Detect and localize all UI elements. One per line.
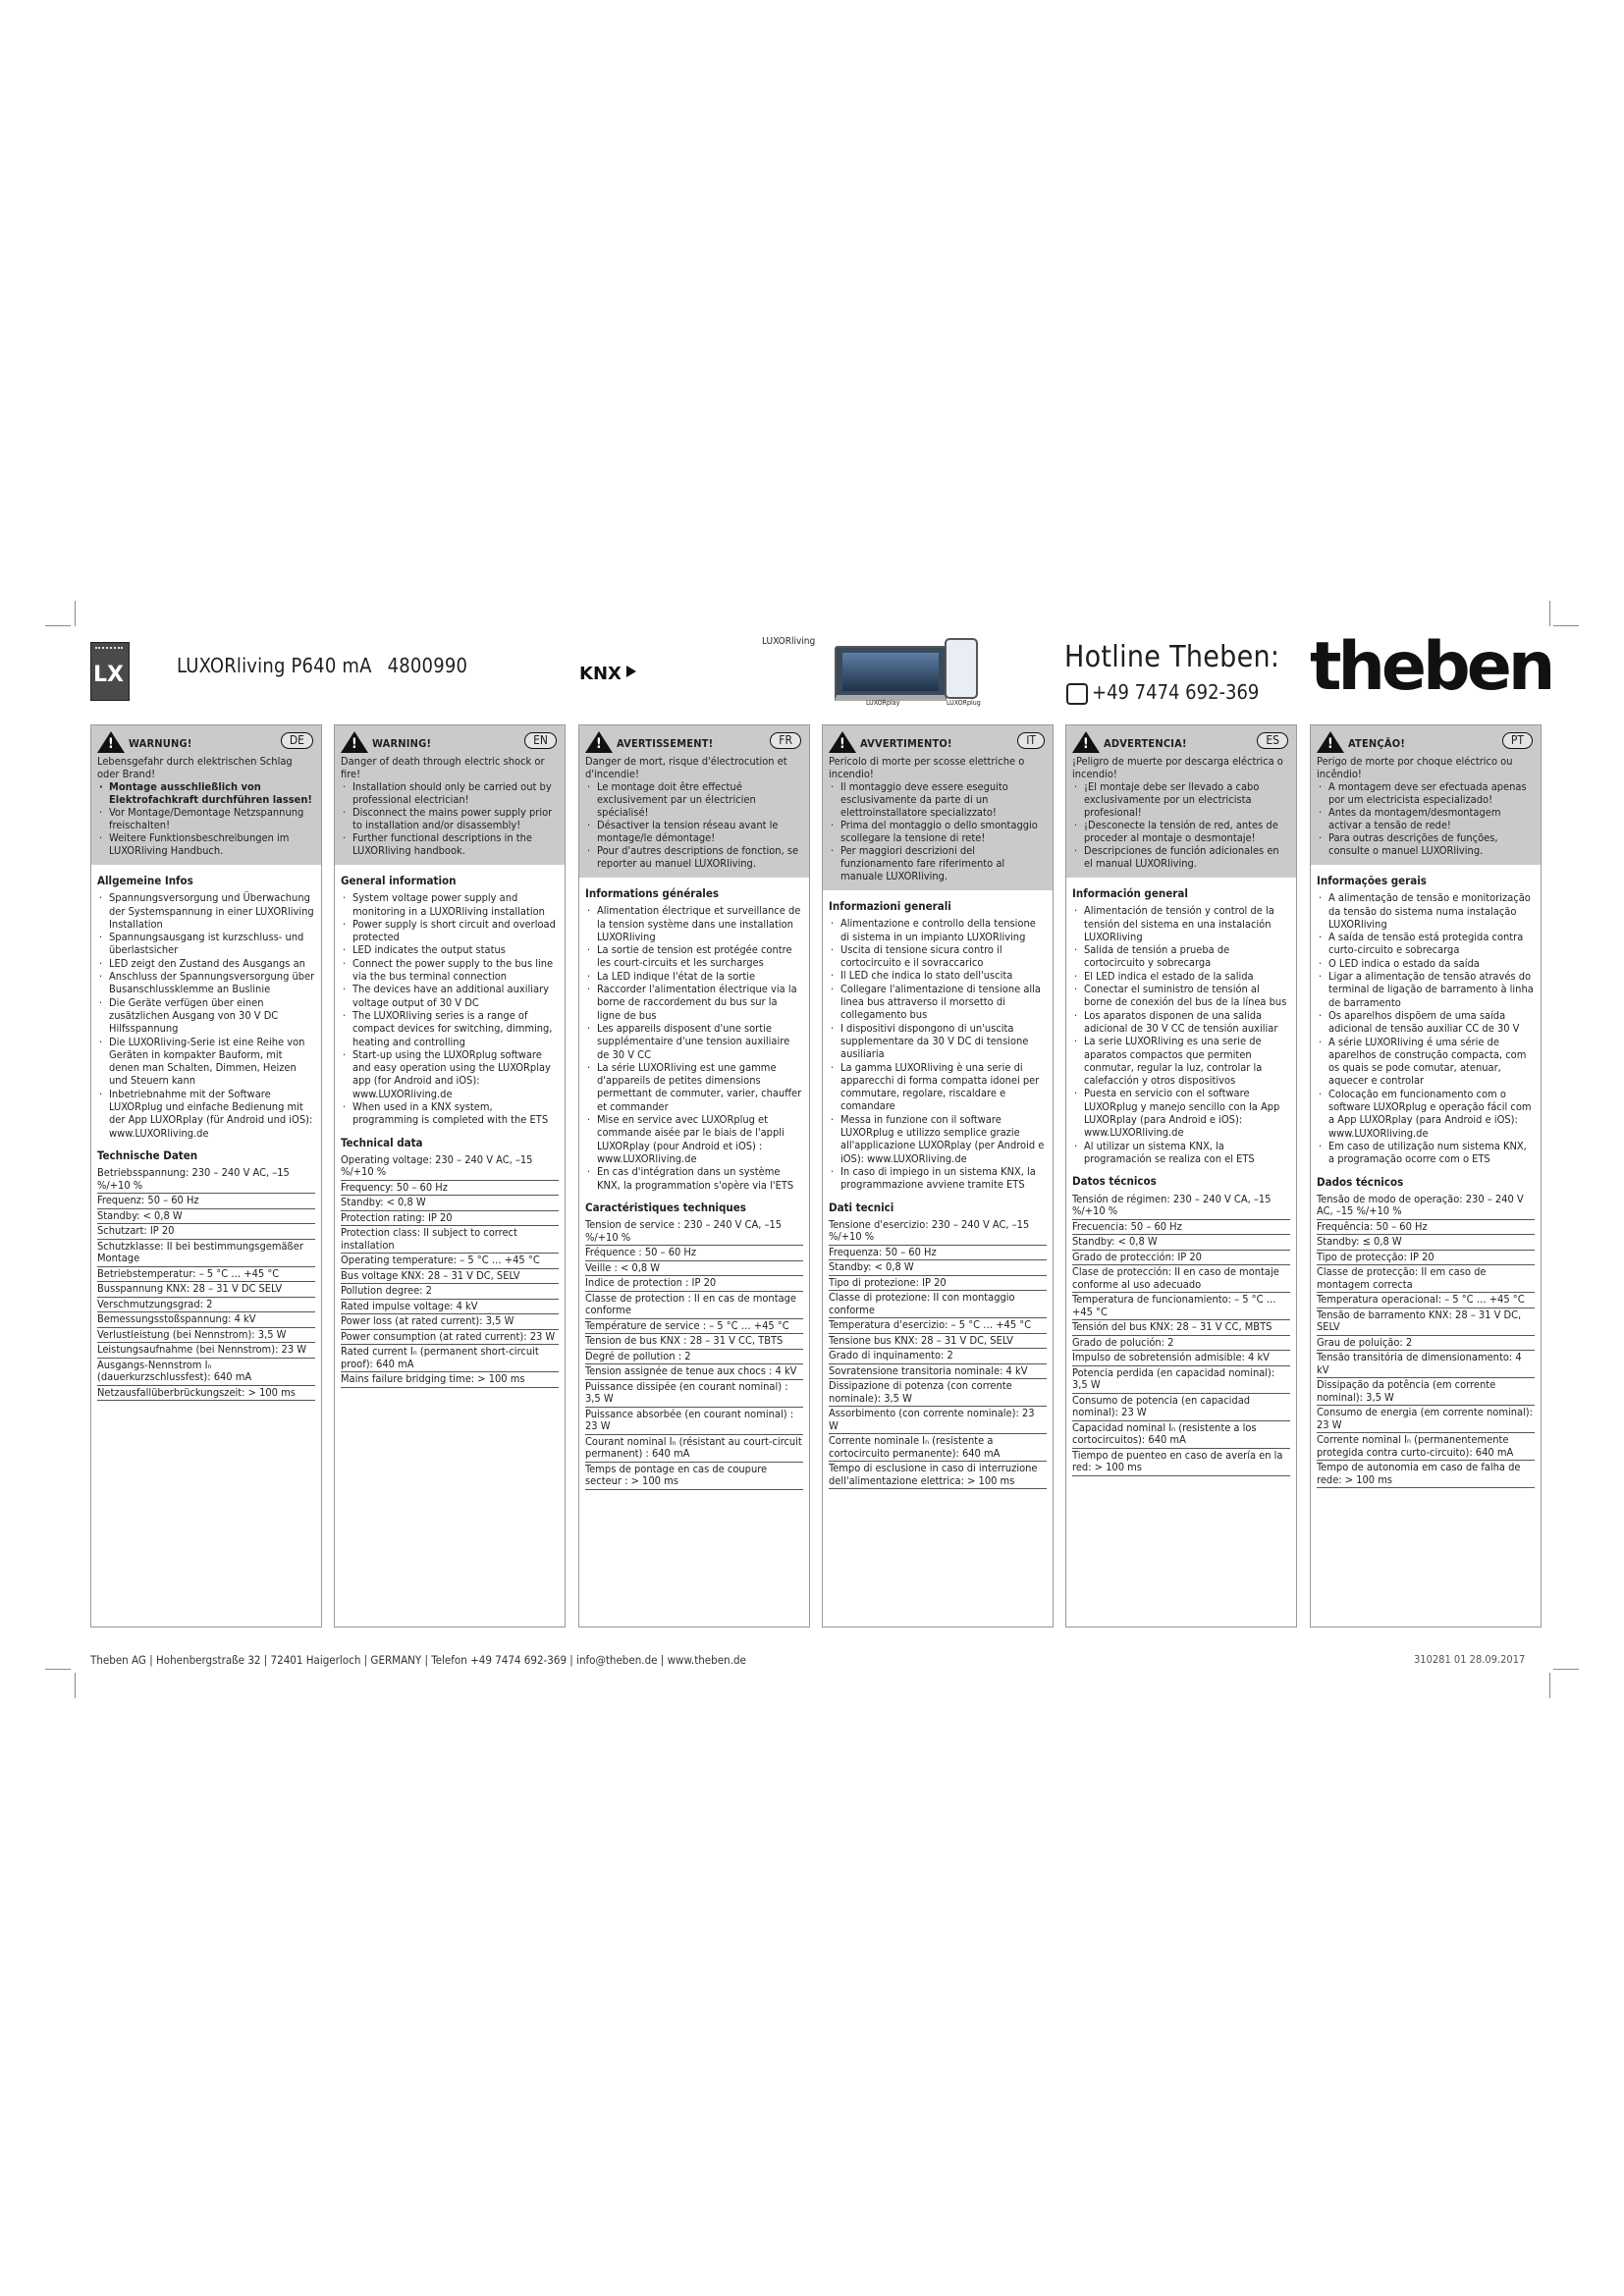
tech-data-row: Temperatura de funcionamiento: – 5 °C … +45 °C [1072, 1293, 1290, 1320]
tech-data-row: Netzausfallüberbrückungszeit: > 100 ms [97, 1386, 315, 1402]
info-item: · The LUXORliving series is a range of compact devices for switching, dimming, heating and controlling [341, 1009, 559, 1048]
language-badge: FR [770, 732, 801, 749]
tech-data-row: Temperatura d'esercizio: – 5 °C … +45 °C [829, 1318, 1047, 1334]
warning-text: Lebensgefahr durch elektrischen Schlag oder Brand! [97, 755, 293, 780]
tech-data-row: Capacidad nominal Iₙ (resistente a los cortocircuitos): 640 mA [1072, 1421, 1290, 1449]
info-item: · Uscita di tensione sicura contro il cortocircuito e il sovraccarico [829, 943, 1047, 970]
tech-data-row: Tipo de protecção: IP 20 [1317, 1251, 1535, 1266]
warning-item: · Désactiver la tension réseau avant le montage/le démontage! [585, 819, 803, 844]
tech-data-row: Fréquence : 50 – 60 Hz [585, 1246, 803, 1261]
warning-box [1066, 725, 1296, 878]
warning-item: · Weitere Funktionsbeschreibungen im LUXORliving Handbuch. [97, 831, 315, 857]
info-item: · La LED indique l'état de la sortie [585, 970, 803, 983]
warning-box [1311, 725, 1541, 865]
hotline-title: Hotline Theben: [1064, 640, 1280, 674]
tech-data-row: Rated current Iₙ (permanent short-circuit proof): 640 mA [341, 1345, 559, 1372]
knx-logo [577, 658, 640, 685]
info-item: · Colocação em funcionamento com o software LUXORplug e operação fácil com a App LUXORplay (para Android e iOS): www.LUXORliving.de [1317, 1088, 1535, 1140]
tech-data-row: Corrente nominal Iₙ (permanentemente protegida contra curto-circuito): 640 mA [1317, 1433, 1535, 1461]
warning-item: · ¡El montaje debe ser llevado a cabo exclusivamente por un electricista profesional! [1072, 780, 1290, 819]
info-item: · La serie LUXORliving es una serie de aparatos compactos que permiten conmutar, regular la luz, controlar la calefacción y otros dispositivos [1072, 1035, 1290, 1087]
tech-data-row: Standby: ≤ 0,8 W [1317, 1235, 1535, 1251]
warning-box [91, 725, 321, 865]
tech-data-row: Ausgangs-Nennstrom Iₙ (dauerkurzschlussfest): 640 mA [97, 1359, 315, 1386]
tech-data-row: Clase de protección: II en caso de montaje conforme al uso adecuado [1072, 1265, 1290, 1293]
device-label: LX [93, 663, 124, 687]
warning-item: · Installation should only be carried out by professional electrician! [341, 780, 559, 806]
warning-title: WARNUNG! [129, 737, 192, 750]
info-item: · A alimentação de tensão e monitorização da tensão do sistema numa instalação LUXORliving [1317, 891, 1535, 931]
info-item: · La sortie de tension est protégée contre les court-circuits et les surcharges [585, 943, 803, 970]
warning-triangle-icon [585, 731, 613, 753]
general-info-title: Allgemeine Infos [97, 874, 193, 887]
warning-title: AVVERTIMENTO! [860, 737, 952, 750]
warning-item: · Descripciones de función adicionales en el manual LUXORliving. [1072, 844, 1290, 870]
general-info-title: Informações gerais [1317, 874, 1427, 887]
language-column-de [90, 724, 322, 1628]
tech-data-row: Classe de protecção: II em caso de montagem correcta [1317, 1265, 1535, 1293]
info-item: · Os aparelhos dispõem de uma saída adicional de tensão auxiliar CC de 30 V [1317, 1009, 1535, 1036]
tech-data-title: Technical data [341, 1135, 423, 1149]
tech-data-row: Tension de service : 230 – 240 V CA, –15 %/+10 % [585, 1218, 803, 1246]
info-item: · Puesta en servicio con el software LUXORplug y manejo sencillo con la App LUXORplay (para Android e iOS): www.LUXORliving.de [1072, 1087, 1290, 1139]
warning-item: · Pour d'autres descriptions de fonction, se reporter au manuel LUXORliving. [585, 844, 803, 870]
language-column-it [822, 724, 1054, 1628]
warning-box [335, 725, 565, 865]
tech-data-row: Impulso de sobretensión admisible: 4 kV [1072, 1351, 1290, 1366]
tech-data-row: Grado de protección: IP 20 [1072, 1251, 1290, 1266]
tech-data-row: Dissipazione di potenza (con corrente nominale): 3,5 W [829, 1379, 1047, 1407]
info-item: · Alimentazione e controllo della tensione di sistema in un impianto LUXORliving [829, 917, 1047, 943]
warning-box [579, 725, 809, 878]
warning-text: ¡Peligro de muerte por descarga eléctrica o incendio! [1072, 755, 1283, 780]
tech-data-row: Protection class: II subject to correct installation [341, 1226, 559, 1254]
tech-data-title: Datos técnicos [1072, 1174, 1157, 1189]
tech-data-row: Veille : < 0,8 W [585, 1261, 803, 1277]
warning-item: · A montagem deve ser efectuada apenas por um electricista especializado! [1317, 780, 1535, 806]
tech-data-row: Température de service : – 5 °C … +45 °C [585, 1319, 803, 1335]
info-item: · Ligar a alimentação de tensão através do terminal de ligação de barramento à linha de barramento [1317, 970, 1535, 1009]
hotline-number: +49 7474 692-369 [1092, 680, 1260, 704]
warning-item: · Montage ausschließlich von Elektrofachkraft durchführen lassen! [97, 780, 315, 806]
tech-data-row: Operating voltage: 230 – 240 V AC, –15 %/+10 % [341, 1153, 559, 1181]
tech-data-row: Protection rating: IP 20 [341, 1211, 559, 1227]
tech-data-title: Dati tecnici [829, 1200, 894, 1214]
tech-data-row: Standby: < 0,8 W [97, 1209, 315, 1225]
tech-data-row: Mains failure bridging time: > 100 ms [341, 1372, 559, 1388]
theben-logo: theben [1310, 628, 1552, 706]
tech-data-row: Pollution degree: 2 [341, 1284, 559, 1300]
warning-triangle-icon [1317, 731, 1344, 753]
language-column-fr [578, 724, 810, 1628]
info-item: · Spannungsausgang ist kurzschluss- und überlastsicher [97, 931, 315, 957]
warning-text: Danger of death through electric shock or fire! [341, 755, 545, 780]
warning-item: · Le montage doit être effectué exclusivement par un électricien spécialisé! [585, 780, 803, 819]
info-item: · La gamma LUXORliving è una serie di apparecchi di forma compatta idonei per commutare, regolare, riscaldare e comandare [829, 1061, 1047, 1113]
warning-item: · ¡Desconecte la tensión de red, antes de proceder al montaje o desmontaje! [1072, 819, 1290, 844]
info-item: · En cas d'intégration dans un système KNX, la programmation s'opère via l'ETS [585, 1165, 803, 1192]
warning-item: · Antes da montagem/desmontagem activar a tensão de rede! [1317, 806, 1535, 831]
general-info-title: Informazioni generali [829, 899, 951, 913]
tech-data-row: Classe di protezione: II con montaggio conforme [829, 1291, 1047, 1318]
info-item: · O LED indica o estado da saída [1317, 957, 1535, 970]
language-column-pt [1310, 724, 1542, 1628]
language-badge: ES [1257, 732, 1288, 749]
tech-data-row: Tensão transitória de dimensionamento: 4 kV [1317, 1351, 1535, 1378]
info-item: · Los aparatos disponen de una salida adicional de 30 V CC de tensión auxiliar [1072, 1009, 1290, 1036]
warning-item: · Para outras descrições de funções, consulte o manuel LUXORliving. [1317, 831, 1535, 857]
tech-data-row: Tensione d'esercizio: 230 – 240 V AC, –15 %/+10 % [829, 1218, 1047, 1246]
tech-data-row: Frequência: 50 – 60 Hz [1317, 1220, 1535, 1236]
info-item: · Inbetriebnahme mit der Software LUXORplug und einfache Bedienung mit der App LUXORplay (für Android und iOS): www.LUXORliving.de [97, 1088, 315, 1140]
tech-data-row: Indice de protection : IP 20 [585, 1276, 803, 1292]
tech-data-row: Frequency: 50 – 60 Hz [341, 1181, 559, 1197]
warning-text: Perigo de morte por choque eléctrico ou incêndio! [1317, 755, 1513, 780]
info-item: · Power supply is short circuit and overload protected [341, 918, 559, 944]
tech-data-row: Tempo di esclusione in caso di interruzione dell'alimentazione elettrica: > 100 ms [829, 1462, 1047, 1489]
tech-data-row: Grado de polución: 2 [1072, 1336, 1290, 1352]
info-item: · Il LED che indica lo stato dell'uscita [829, 969, 1047, 982]
general-info-title: Informations générales [585, 886, 720, 900]
tech-data-row: Grado di inquinamento: 2 [829, 1349, 1047, 1364]
tech-data-row: Frecuencia: 50 – 60 Hz [1072, 1220, 1290, 1236]
warning-item: · Vor Montage/Demontage Netzspannung freischalten! [97, 806, 315, 831]
tech-data-row: Courant nominal Iₙ (résistant au court-circuit permanent) : 640 mA [585, 1435, 803, 1463]
warning-item: · Prima del montaggio o dello smontaggio scollegare la tensione di rete! [829, 819, 1047, 844]
tech-data-row: Standby: < 0,8 W [1072, 1235, 1290, 1251]
footer-address: Theben AG | Hohenbergstraße 32 | 72401 Haigerloch | GERMANY | Telefon +49 7474 692-369 | info@theben.de | www.theben.de [90, 1653, 746, 1667]
product-number: 4800990 [387, 654, 468, 677]
tech-data-row: Tipo di protezione: IP 20 [829, 1276, 1047, 1292]
info-item: · Collegare l'alimentazione di tensione alla linea bus attraverso il morsetto di collegamento bus [829, 983, 1047, 1022]
tech-data-row: Temperatura operacional: – 5 °C … +45 °C [1317, 1293, 1535, 1308]
tech-data-row: Leistungsaufnahme (bei Nennstrom): 23 W [97, 1343, 315, 1359]
tech-data-row: Rated impulse voltage: 4 kV [341, 1300, 559, 1315]
info-item: · Messa in funzione con il software LUXORplug e utilizzo semplice grazie all'applicazione LUXORplay (per Android e iOS): www.LUXORliving.de [829, 1113, 1047, 1165]
info-item: · El LED indica el estado de la salida [1072, 970, 1290, 983]
footer-doc-id: 310281 01 28.09.2017 [1414, 1653, 1526, 1666]
info-item: · Connect the power supply to the bus line via the bus terminal connection [341, 957, 559, 984]
tech-data-row: Degré de pollution : 2 [585, 1350, 803, 1365]
warning-title: ADVERTENCIA! [1104, 737, 1187, 750]
product-name: LUXORliving P640 mA [177, 654, 372, 677]
info-item: · Les appareils disposent d'une sortie supplémentaire d'une tension auxiliaire de 30 V CC [585, 1022, 803, 1061]
tech-data-row: Tensão de barramento KNX: 28 – 31 V DC, SELV [1317, 1308, 1535, 1336]
language-badge: EN [524, 732, 557, 749]
tech-data-row: Potencia perdida (en capacidad nominal): 3,5 W [1072, 1366, 1290, 1394]
tech-data-row: Assorbimento (con corrente nominale): 23 W [829, 1407, 1047, 1434]
info-item: · Mise en service avec LUXORplug et commande aisée par le biais de l'appli LUXORplay (pour Android et iOS) : www.LUXORliving.de [585, 1113, 803, 1165]
info-item: · Al utilizar un sistema KNX, la programación se realiza con el ETS [1072, 1140, 1290, 1166]
warning-item: · Disconnect the mains power supply prior to installation and/or disassembly! [341, 806, 559, 831]
info-item: · Die LUXORliving-Serie ist eine Reihe von Geräten in kompakter Bauform, mit denen man Schalten, Dimmen, Heizen und Steuern kann [97, 1036, 315, 1088]
tech-data-row: Puissance dissipée (en courant nominal) : 3,5 W [585, 1380, 803, 1408]
warning-title: ATENÇÃO! [1348, 737, 1406, 750]
warning-triangle-icon [341, 731, 368, 753]
info-item: · La série LUXORliving est une gamme d'appareils de petites dimensions permettant de commuter, varier, chauffer et commander [585, 1061, 803, 1113]
tech-data-row: Schutzart: IP 20 [97, 1224, 315, 1240]
tech-data-row: Frequenza: 50 – 60 Hz [829, 1246, 1047, 1261]
info-item: · Die Geräte verfügen über einen zusätzlichen Ausgang von 30 V DC Hilfsspannung [97, 996, 315, 1036]
tech-data-row: Tiempo de puenteo en caso de avería en la red: > 100 ms [1072, 1449, 1290, 1476]
luxorliving-brand: LUXORliving [762, 636, 816, 647]
warning-title: AVERTISSEMENT! [617, 737, 714, 750]
info-item: · In caso di impiego in un sistema KNX, la programmazione avviene tramite ETS [829, 1165, 1047, 1192]
info-item: · Anschluss der Spannungsversorgung über Busanschlussklemme an Buslinie [97, 970, 315, 996]
tech-data-row: Standby: < 0,8 W [341, 1196, 559, 1211]
tech-data-row: Tension assignée de tenue aux chocs : 4 kV [585, 1364, 803, 1380]
warning-triangle-icon [97, 731, 125, 753]
tech-data-row: Tensión del bus KNX: 28 – 31 V CC, MBTS [1072, 1320, 1290, 1336]
tech-data-row: Standby: < 0,8 W [829, 1260, 1047, 1276]
tech-data-row: Tensión de régimen: 230 – 240 V CA, –15 %/+10 % [1072, 1193, 1290, 1220]
info-item: · LED indicates the output status [341, 943, 559, 956]
tech-data-row: Betriebsspannung: 230 – 240 V AC, –15 %/+10 % [97, 1166, 315, 1194]
info-item: · Raccorder l'alimentation électrique via la borne de raccordement du bus sur la ligne de bus [585, 983, 803, 1022]
warning-text: Danger de mort, risque d'électrocution et d'incendie! [585, 755, 787, 780]
info-item: · Em caso de utilização num sistema KNX, a programação ocorre com o ETS [1317, 1140, 1535, 1166]
info-item: · LED zeigt den Zustand des Ausgangs an [97, 957, 315, 970]
tech-data-title: Dados técnicos [1317, 1174, 1404, 1189]
general-info-title: General information [341, 874, 457, 887]
language-badge: IT [1017, 732, 1045, 749]
info-item: · Alimentación de tensión y control de la tensión del sistema en una instalación LUXORliving [1072, 904, 1290, 943]
info-item: · Spannungsversorgung und Überwachung der Systemspannung in einer LUXORliving Installation [97, 891, 315, 931]
language-column-en [334, 724, 566, 1628]
tech-data-row: Grau de poluição: 2 [1317, 1336, 1535, 1352]
tech-data-row: Puissance absorbée (en courant nominal) : 23 W [585, 1408, 803, 1435]
warning-triangle-icon [1072, 731, 1100, 753]
language-badge: PT [1502, 732, 1533, 749]
info-item: · A saída de tensão está protegida contra curto-circuito e sobrecarga [1317, 931, 1535, 957]
header [90, 628, 1552, 707]
laptop-app-image [835, 646, 947, 701]
tech-data-row: Bus voltage KNX: 28 – 31 V DC, SELV [341, 1269, 559, 1285]
info-item: · I dispositivi dispongono di un'uscita supplementare da 30 V DC di tensione ausiliaria [829, 1022, 1047, 1061]
tech-data-row: Bemessungsstoßspannung: 4 kV [97, 1312, 315, 1328]
info-item: · The devices have an additional auxiliary voltage output of 30 V DC [341, 983, 559, 1009]
info-item: · System voltage power supply and monitoring in a LUXORliving installation [341, 891, 559, 918]
language-badge: DE [281, 732, 313, 749]
phone-icon [1066, 683, 1088, 705]
phone-app-image [945, 638, 978, 699]
knx-logo-text: KNX [579, 664, 622, 684]
info-item: · Alimentation électrique et surveillance de la tension système dans une installation LUXORliving [585, 904, 803, 943]
tech-data-row: Temps de pontage en cas de coupure secteur : > 100 ms [585, 1463, 803, 1490]
tech-data-row: Consumo de energia (em corrente nominal): 23 W [1317, 1406, 1535, 1433]
tech-data-row: Verlustleistung (bei Nennstrom): 3,5 W [97, 1328, 315, 1344]
info-item: · Conectar el suministro de tensión al borne de conexión del bus de la línea bus [1072, 983, 1290, 1009]
tech-data-row: Verschmutzungsgrad: 2 [97, 1298, 315, 1313]
tech-data-row: Betriebstemperatur: – 5 °C … +45 °C [97, 1267, 315, 1283]
warning-triangle-icon [829, 731, 856, 753]
tech-data-row: Power loss (at rated current): 3,5 W [341, 1314, 559, 1330]
warning-item: · Il montaggio deve essere eseguito esclusivamente da parte di un elettroinstallatore specializzato! [829, 780, 1047, 819]
device-icon [90, 642, 130, 701]
tech-data-row: Frequenz: 50 – 60 Hz [97, 1194, 315, 1209]
warning-title: WARNING! [372, 737, 432, 750]
tech-data-row: Tension de bus KNX : 28 – 31 V CC, TBTS [585, 1334, 803, 1350]
tech-data-row: Dissipação da potência (em corrente nominal): 3,5 W [1317, 1378, 1535, 1406]
warning-text: Pericolo di morte per scosse elettriche o incendio! [829, 755, 1025, 780]
info-item: · A série LUXORliving é uma série de aparelhos de construção compacta, com os quais se pode comutar, atenuar, aquecer e controlar [1317, 1036, 1535, 1088]
tech-data-row: Sovratensione transitoria nominale: 4 kV [829, 1364, 1047, 1380]
general-info-title: Información general [1072, 886, 1188, 900]
tech-data-row: Power consumption (at rated current): 23 W [341, 1330, 559, 1346]
warning-item: · Further functional descriptions in the LUXORliving handbook. [341, 831, 559, 857]
app-caption-luxorplay: LUXORplay [866, 699, 900, 707]
warning-box [823, 725, 1053, 890]
tech-data-row: Classe de protection : II en cas de montage conforme [585, 1292, 803, 1319]
info-item: · When used in a KNX system, programming is completed with the ETS [341, 1100, 559, 1127]
warning-item: · Per maggiori descrizioni del funzionamento fare riferimento al manuale LUXORliving. [829, 844, 1047, 882]
tech-data-row: Tensione bus KNX: 28 – 31 V DC, SELV [829, 1334, 1047, 1350]
product-title [177, 654, 467, 677]
tech-data-title: Technische Daten [97, 1148, 198, 1162]
tech-data-row: Tensão de modo de operação: 230 – 240 V AC, –15 %/+10 % [1317, 1193, 1535, 1220]
language-column-es [1065, 724, 1297, 1628]
tech-data-row: Tempo de autonomia em caso de falha de rede: > 100 ms [1317, 1461, 1535, 1488]
info-item: · Salida de tensión a prueba de cortocircuito y sobrecarga [1072, 943, 1290, 970]
tech-data-row: Operating temperature: – 5 °C … +45 °C [341, 1254, 559, 1269]
tech-data-title: Caractéristiques techniques [585, 1200, 746, 1214]
tech-data-row: Consumo de potencia (en capacidad nominal): 23 W [1072, 1394, 1290, 1421]
tech-data-row: Corrente nominale Iₙ (resistente a cortocircuito permanente): 640 mA [829, 1434, 1047, 1462]
app-caption-luxorplug: LUXORplug [947, 699, 981, 707]
tech-data-row: Schutzklasse: II bei bestimmungsgemäßer Montage [97, 1240, 315, 1267]
tech-data-row: Busspannung KNX: 28 – 31 V DC SELV [97, 1282, 315, 1298]
info-item: · Start-up using the LUXORplug software and easy operation using the LUXORplay app (for Android and iOS): www.LUXORliving.de [341, 1048, 559, 1100]
